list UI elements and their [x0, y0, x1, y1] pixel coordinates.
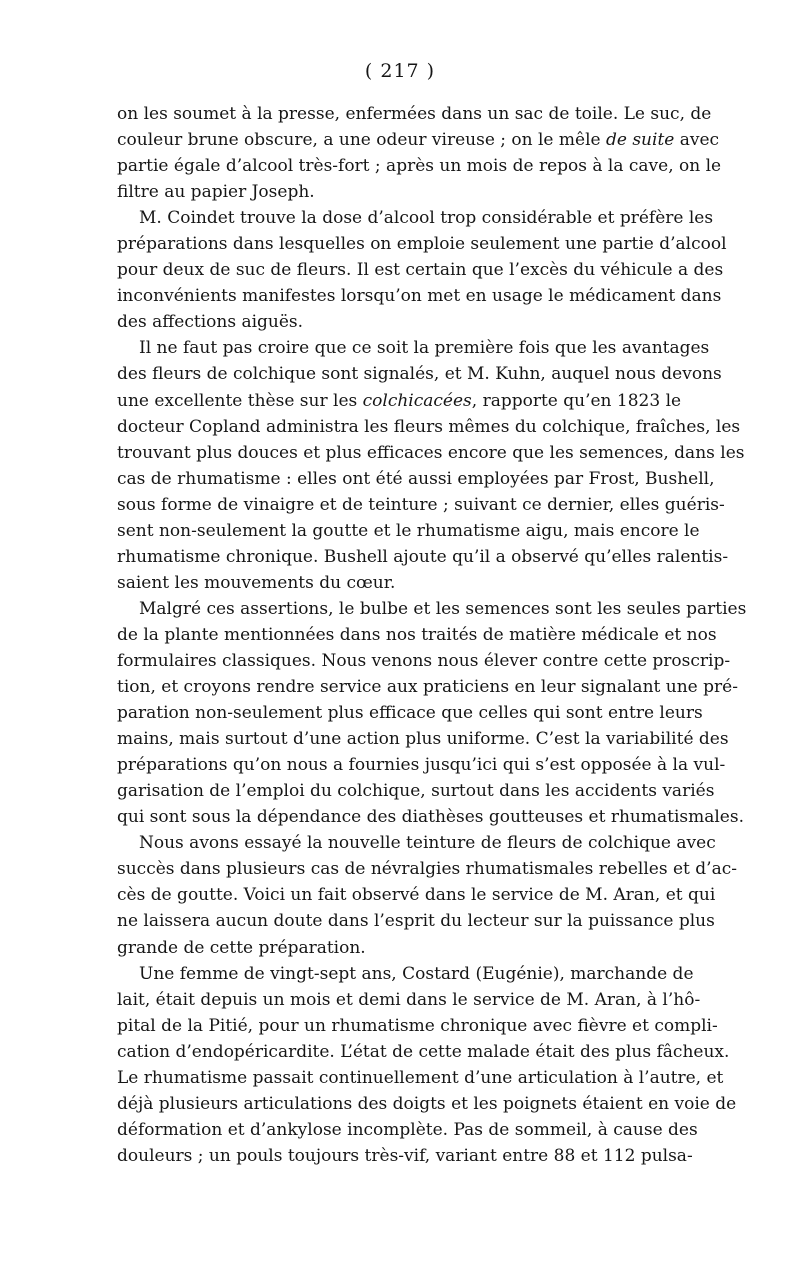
paragraph — [117, 335, 745, 595]
text-line: docteur Copland administra les fleurs mêmes du colchique, fraîches, les — [117, 416, 741, 437]
text-line: des affections aiguës. — [117, 312, 304, 333]
text-line: de la plante mentionnées dans nos traités de matière médicale et nos — [117, 624, 717, 645]
text-line: garisation de l’emploi du colchique, surtout dans les accidents variés — [117, 781, 715, 802]
text-line: ne laissera aucun doute dans l’esprit du lecteur sur la puissance plus — [117, 911, 715, 932]
text-line: M. Coindet trouve la dose d’alcool trop considérable et préfère les — [139, 208, 714, 229]
text-line: grande de cette préparation. — [117, 937, 366, 958]
text-line: sent non-seulement la goutte et le rhumatisme aigu, mais encore le — [117, 520, 700, 541]
text-line: trouvant plus douces et plus efficaces encore que les semences, dans les — [117, 442, 745, 463]
text-line: paration non-seulement plus efficace que celles qui sont entre leurs — [117, 703, 703, 724]
text-line: lait, était depuis un mois et demi dans le service de M. Aran, à l’hô- — [117, 989, 701, 1010]
text-line: pour deux de suc de fleurs. Il est certain que l’excès du véhicule a des — [117, 260, 724, 281]
text-line: Le rhumatisme passait continuellement d’une articulation à l’autre, et — [117, 1067, 724, 1088]
text-line: saient les mouvements du cœur. — [117, 572, 396, 593]
text-line: cès de goutte. Voici un fait observé dans le service de M. Aran, et qui — [117, 885, 716, 906]
paragraph — [117, 830, 737, 960]
text-line: cas de rhumatisme : elles ont été aussi employées par Frost, Bushell, — [117, 468, 715, 489]
text-line: filtre au papier Joseph. — [117, 182, 315, 203]
body-text — [117, 101, 747, 1169]
page-number: ( 217 ) — [364, 60, 436, 82]
text-line: déjà plusieurs articulations des doigts et les poignets étaient en voie de — [117, 1093, 737, 1114]
paragraph — [117, 596, 747, 830]
text-line: inconvénients manifestes lorsqu’on met en usage le médicament dans — [117, 286, 722, 307]
text-line: sous forme de vinaigre et de teinture ; suivant ce dernier, elles guéris- — [117, 494, 725, 515]
text-line: partie égale d’alcool très-fort ; après un mois de repos à la cave, on le — [117, 156, 722, 177]
paragraph — [117, 205, 727, 335]
text-line: préparations qu’on nous a fournies jusqu’ici qui s’est opposée à la vul- — [117, 755, 726, 776]
text-line: des fleurs de colchique sont signalés, et M. Kuhn, auquel nous devons — [117, 364, 722, 385]
text-line: Une femme de vingt-sept ans, Costard (Eugénie), marchande de — [139, 963, 694, 984]
text-line: une excellente thèse sur les colchicacées, rapporte qu’en 1823 le — [117, 390, 682, 411]
paragraph — [117, 961, 737, 1169]
text-line: couleur brune obscure, a une odeur vireuse ; on le mêle de suite avec — [117, 130, 720, 151]
text-line: Il ne faut pas croire que ce soit la première fois que les avantages — [139, 338, 710, 359]
text-line: Nous avons essayé la nouvelle teinture de fleurs de colchique avec — [139, 833, 716, 854]
text-line: on les soumet à la presse, enfermées dans un sac de toile. Le suc, de — [117, 104, 712, 124]
text-line: cation d’endopéricardite. L’état de cette malade était des plus fâcheux. — [117, 1041, 730, 1062]
text-line: mains, mais surtout d’une action plus uniforme. C’est la variabilité des — [117, 729, 729, 750]
text-line: douleurs ; un pouls toujours très-vif, variant entre 88 et 112 pulsa- — [117, 1145, 693, 1166]
text-line: qui sont sous la dépendance des diathèses goutteuses et rhumatismales. — [117, 807, 744, 828]
text-line: rhumatisme chronique. Bushell ajoute qu’il a observé qu’elles ralentis- — [117, 546, 729, 567]
paragraph — [117, 101, 722, 205]
text-line: préparations dans lesquelles on emploie seulement une partie d’alcool — [117, 234, 727, 255]
text-line: Malgré ces assertions, le bulbe et les semences sont les seules parties — [139, 598, 747, 619]
text-line: déformation et d’ankylose incomplète. Pas de sommeil, à cause des — [117, 1119, 698, 1140]
text-line: pital de la Pitié, pour un rhumatisme chronique avec fièvre et compli- — [117, 1015, 718, 1036]
text-line: succès dans plusieurs cas de névralgies rhumatismales rebelles et d’ac- — [117, 859, 737, 880]
text-line: tion, et croyons rendre service aux praticiens en leur signalant une pré- — [117, 677, 738, 698]
text-line: formulaires classiques. Nous venons nous élever contre cette proscrip- — [117, 650, 731, 671]
